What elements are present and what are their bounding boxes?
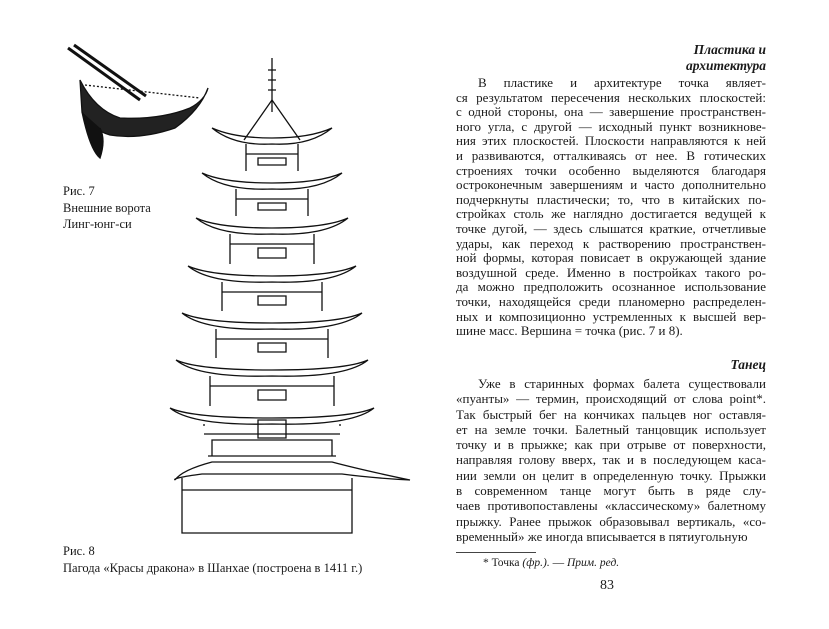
pagoda-stroke bbox=[202, 173, 342, 189]
section-heading-dance: Танец bbox=[730, 357, 766, 372]
text-line: В пластике и архитектуре точка являет- bbox=[478, 76, 766, 90]
text-line: «пуанты» — термин, происходящий от слова point*. bbox=[456, 391, 766, 407]
footnote-lang: (фр.). bbox=[522, 557, 550, 569]
pagoda-drawing bbox=[170, 58, 410, 533]
text-line: подчеркнуты пластически; то, что в китайских по- bbox=[456, 192, 766, 207]
text-line: ной формы, которая повисает в окружающей здание bbox=[456, 251, 766, 266]
text-line: шине масс. Вершина = точка (рис. 7 и 8). bbox=[456, 324, 683, 339]
heading-line: Пластика и bbox=[693, 42, 766, 57]
footnote-term: Точка bbox=[491, 557, 520, 569]
pagoda-stroke bbox=[258, 390, 286, 400]
text-line: ния этих плоскостей. Плоскости направляются к ней bbox=[456, 134, 766, 149]
fig8-caption bbox=[63, 543, 362, 576]
pagoda-stroke bbox=[258, 420, 286, 438]
text-line: чаев противопоставлены «классическому» балетному bbox=[456, 498, 766, 514]
pagoda-stroke bbox=[258, 343, 286, 352]
fig8-label: Рис. 8 bbox=[63, 544, 95, 558]
text-line: Так быстрый бег на кончиках пальцев ног оставля- bbox=[456, 406, 766, 422]
fig7-title-line: Внешние ворота bbox=[63, 200, 151, 215]
pagoda-stroke bbox=[210, 376, 334, 406]
text-line: удары, как переход к растворению пространствен- bbox=[456, 236, 766, 251]
text-line: да можно предположить осознанное использование bbox=[456, 280, 766, 295]
pagoda-stroke bbox=[212, 128, 332, 144]
pagoda-stroke bbox=[182, 478, 352, 533]
footnote-divider bbox=[456, 552, 536, 553]
pagoda-stroke bbox=[258, 203, 286, 210]
text-line: прыжку. Ранее прыжок образовывал вертикаль, «со- bbox=[456, 513, 766, 529]
pagoda-stroke bbox=[170, 408, 374, 424]
fig8-title: Пагода «Красы дракона» в Шанхае (построена в 1411 г.) bbox=[63, 560, 363, 575]
text-line: в современном танце могут быть в ряде слу- bbox=[456, 483, 766, 499]
text-line: ных и композиционно устремленных к высшей вер- bbox=[456, 309, 766, 324]
text-line: точке дугой, — здесь слышатся краткие, отчетливые bbox=[456, 221, 766, 236]
gate-roof-drawing bbox=[68, 45, 208, 158]
fig7-caption bbox=[63, 183, 151, 233]
pagoda-stroke bbox=[196, 218, 348, 234]
text-line: нии земли он целит в определенную точку. Прыжки bbox=[456, 467, 766, 483]
footnote-marker: * bbox=[483, 557, 489, 569]
pagoda-stroke bbox=[176, 360, 368, 376]
text-line: направляя голову вверх, так и в последующем каса- bbox=[456, 452, 766, 468]
pagoda-stroke bbox=[188, 266, 356, 282]
pagoda-stroke bbox=[258, 158, 286, 165]
pagoda-stroke bbox=[208, 440, 336, 456]
footnote-editor-note: Прим. ред. bbox=[567, 557, 620, 569]
pagoda-stroke bbox=[175, 462, 410, 480]
text-line: ного угла, с другой — исходный пункт возникнове- bbox=[456, 119, 766, 134]
text-line: стройках столь же наглядно достигается ведущей к bbox=[456, 207, 766, 222]
text-line: остроконечным завершениям и часто дополнительно bbox=[456, 178, 766, 193]
text-line: и развиваются, отталкиваясь от нее. В готических bbox=[456, 148, 766, 163]
footnote bbox=[483, 556, 619, 570]
fig7-label: Рис. 7 bbox=[63, 184, 95, 198]
pagoda-stroke bbox=[182, 313, 362, 329]
pagoda-stroke bbox=[258, 248, 286, 258]
text-line: временный» же иногда вписывается в пятиугольную bbox=[456, 528, 748, 544]
paragraph-architecture bbox=[456, 76, 766, 339]
text-line: с одной стороны, она — завершение пространствен- bbox=[456, 105, 766, 120]
text-line: ся результатом пересечения нескольких плоскостей: bbox=[456, 90, 766, 105]
text-line: строениях точки особенно выделяются благодаря bbox=[456, 163, 766, 178]
paragraph-dance bbox=[456, 376, 766, 544]
pagoda-stroke bbox=[258, 296, 286, 305]
footnote-dash: — bbox=[549, 557, 567, 569]
text-line: воздушной среде. Именно в постройках такого ро- bbox=[456, 265, 766, 280]
pagoda-stroke bbox=[204, 424, 340, 434]
pagoda-stroke bbox=[230, 234, 314, 264]
fig7-title-line: Линг-юнг-си bbox=[63, 217, 132, 231]
text-line: точки, находящейся среди планомерно распределен- bbox=[456, 294, 766, 309]
text-line: точку и в прыжке; как при отрыве от поверхности, bbox=[456, 437, 766, 453]
text-line: ет на земле точки. Балетный танцовщик использует bbox=[456, 421, 766, 437]
section-heading-plastic-architecture bbox=[456, 42, 766, 74]
text-line: Уже в старинных формах балета существовали bbox=[478, 376, 766, 391]
heading-line: архитектура bbox=[686, 58, 766, 73]
page-number: 83 bbox=[600, 578, 614, 593]
